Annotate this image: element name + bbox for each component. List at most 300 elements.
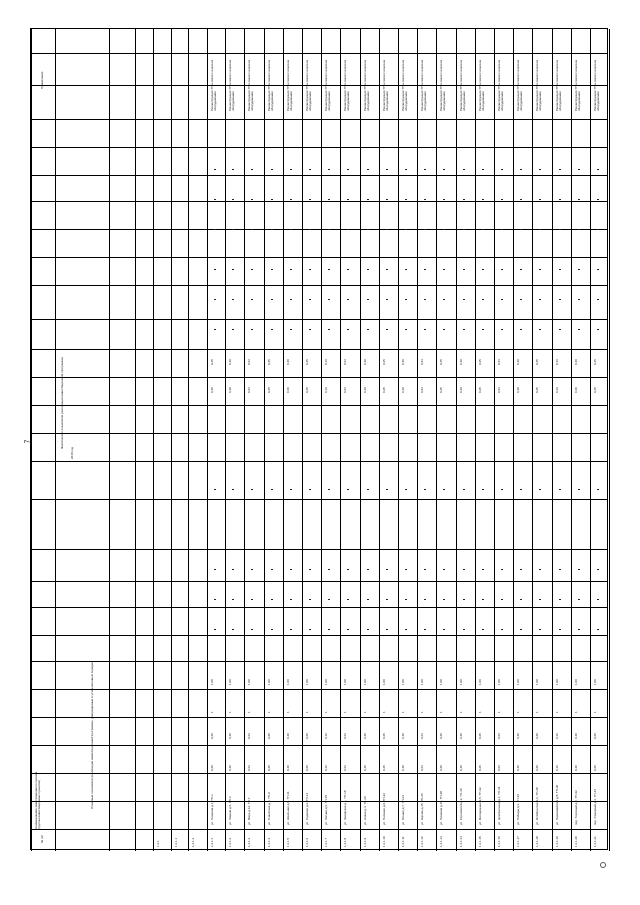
- empty-cell-mark: [251, 599, 253, 600]
- empty-cell-mark: [578, 169, 580, 170]
- row-value: 0,16: [324, 733, 328, 739]
- row-value: 1,00: [401, 679, 405, 685]
- empty-cell-mark: [463, 229, 465, 230]
- empty-cell-mark: [405, 599, 407, 600]
- empty-cell-mark: [271, 299, 273, 300]
- empty-cell-mark: [539, 299, 541, 300]
- row-value: 0,63: [420, 733, 424, 739]
- empty-cell-mark: [539, 229, 541, 230]
- empty-cell-mark: [501, 599, 503, 600]
- row-value: 1,00: [286, 679, 290, 685]
- table-row-divider: [55, 29, 56, 851]
- row-value: 1: [420, 711, 424, 713]
- empty-cell-mark: [386, 489, 388, 490]
- row-value: 1: [324, 711, 328, 713]
- row-number: 1.2.1.14: [459, 836, 463, 847]
- empty-cell-mark: [251, 569, 253, 570]
- empty-cell-mark: [443, 229, 445, 230]
- empty-cell-mark: [520, 599, 522, 600]
- row-value: 0,25: [210, 359, 214, 365]
- row-value: 0,63: [247, 359, 251, 365]
- row-value: 0,63: [343, 387, 347, 393]
- empty-cell-mark: [367, 269, 369, 270]
- empty-cell-mark: [482, 229, 484, 230]
- row-name: ул. Ленина д.5, ТП-3: [228, 796, 232, 825]
- table-row-divider: [590, 29, 591, 851]
- row-number: 1.2.1.5: [286, 837, 290, 847]
- empty-cell-mark: [501, 169, 503, 170]
- row-value: 1: [382, 711, 386, 713]
- empty-cell-mark: [424, 629, 426, 630]
- row-value: 0,25: [210, 387, 214, 393]
- empty-cell-mark: [367, 169, 369, 170]
- row-value: 0,25: [382, 359, 386, 365]
- row-value: 0,25: [267, 359, 271, 365]
- empty-cell-mark: [539, 569, 541, 570]
- row-number: 1.2.1.17: [516, 836, 520, 847]
- row-name: ул. Первомайская д.8, ТП-40: [555, 784, 559, 825]
- row-value: 0,16: [555, 359, 559, 365]
- empty-cell-mark: [424, 489, 426, 490]
- row-value: 1: [247, 711, 251, 713]
- empty-cell-mark: [290, 599, 292, 600]
- empty-cell-mark: [597, 569, 599, 570]
- row-note: Реконструкция ТП в связи с износом оборудования: [593, 59, 601, 111]
- row-name: ул. Заводская д.1, ТП-18: [343, 790, 347, 825]
- table-row-divider: [475, 29, 476, 851]
- row-note: Реконструкция ТП в связи с износом оборудования: [305, 59, 313, 111]
- empty-cell-mark: [214, 229, 216, 230]
- empty-cell-mark: [386, 199, 388, 200]
- empty-cell-mark: [597, 199, 599, 200]
- empty-cell-mark: [271, 599, 273, 600]
- table-column-divider: [31, 801, 607, 802]
- row-name: ул. Центральная д.1, ТП-34: [497, 786, 501, 825]
- empty-cell-mark: [328, 229, 330, 230]
- row-note: Реконструкция ТП в связи с износом оборудования: [247, 59, 255, 111]
- empty-cell-mark: [578, 269, 580, 270]
- empty-cell-mark: [424, 229, 426, 230]
- empty-cell-mark: [232, 569, 234, 570]
- row-value: 0,63: [247, 765, 251, 771]
- empty-cell-mark: [251, 269, 253, 270]
- table-column-divider: [31, 549, 607, 550]
- empty-cell-mark: [386, 599, 388, 600]
- table-column-divider: [31, 581, 607, 582]
- table-column-divider: [31, 461, 607, 462]
- row-value: 1,00: [555, 679, 559, 685]
- empty-cell-mark: [539, 269, 541, 270]
- empty-cell-mark: [520, 329, 522, 330]
- table-row-divider: [398, 29, 399, 851]
- row-value: 0,40: [286, 765, 290, 771]
- row-value: 1,00: [420, 679, 424, 685]
- empty-cell-mark: [214, 269, 216, 270]
- row-number: 1.2.1.18: [535, 836, 539, 847]
- row-value: 1,00: [305, 679, 309, 685]
- empty-cell-mark: [482, 299, 484, 300]
- row-value: 1,00: [439, 679, 443, 685]
- empty-cell-mark: [501, 569, 503, 570]
- row-value: 1: [516, 711, 520, 713]
- group-number: 1.2.1.2: [191, 837, 195, 847]
- empty-cell-mark: [290, 489, 292, 490]
- row-value: 0,40: [363, 765, 367, 771]
- empty-cell-mark: [251, 629, 253, 630]
- row-name: пер. Торговый д.2, ТП-42: [574, 790, 578, 825]
- empty-cell-mark: [328, 299, 330, 300]
- table-row-divider: [552, 29, 553, 851]
- row-value: 0,40: [286, 733, 290, 739]
- empty-cell-mark: [578, 629, 580, 630]
- empty-cell-mark: [232, 299, 234, 300]
- empty-cell-mark: [539, 199, 541, 200]
- empty-cell-mark: [559, 489, 561, 490]
- empty-cell-mark: [309, 489, 311, 490]
- empty-cell-mark: [214, 569, 216, 570]
- table-row-divider: [135, 29, 136, 851]
- empty-cell-mark: [232, 229, 234, 230]
- row-value: 1: [228, 711, 232, 713]
- empty-cell-mark: [482, 269, 484, 270]
- row-value: 1,00: [478, 679, 482, 685]
- row-value: 0,63: [497, 765, 501, 771]
- row-value: 0,25: [593, 765, 597, 771]
- row-value: 1,00: [459, 679, 463, 685]
- empty-cell-mark: [386, 629, 388, 630]
- empty-cell-mark: [347, 599, 349, 600]
- empty-cell-mark: [367, 299, 369, 300]
- row-number: 1.2.1.2: [228, 837, 232, 847]
- empty-cell-mark: [309, 169, 311, 170]
- table-row-divider: [244, 29, 245, 851]
- empty-cell-mark: [520, 169, 522, 170]
- table-column-divider: [31, 405, 607, 406]
- empty-cell-mark: [559, 329, 561, 330]
- table-column-divider: [31, 119, 607, 120]
- empty-cell-mark: [271, 629, 273, 630]
- empty-cell-mark: [309, 599, 311, 600]
- empty-cell-mark: [520, 629, 522, 630]
- table-row-divider: [321, 29, 322, 851]
- table-column-divider: [31, 773, 607, 774]
- table-column-divider: [31, 285, 607, 286]
- empty-cell-mark: [328, 269, 330, 270]
- row-value: 0,25: [210, 733, 214, 739]
- row-value: 0,40: [459, 765, 463, 771]
- empty-cell-mark: [271, 329, 273, 330]
- row-value: 0,40: [228, 765, 232, 771]
- row-value: 0,25: [305, 765, 309, 771]
- row-value: 1,00: [382, 679, 386, 685]
- row-note: Реконструкция ТП в связи с износом оборудования: [343, 59, 351, 111]
- empty-cell-mark: [405, 489, 407, 490]
- row-value: 1,00: [516, 679, 520, 685]
- row-note: Реконструкция ТП в связи с износом оборудования: [363, 59, 371, 111]
- empty-cell-mark: [559, 599, 561, 600]
- empty-cell-mark: [559, 299, 561, 300]
- empty-cell-mark: [271, 229, 273, 230]
- row-value: 1: [478, 711, 482, 713]
- row-value: 0,25: [439, 765, 443, 771]
- empty-cell-mark: [290, 329, 292, 330]
- empty-cell-mark: [271, 199, 273, 200]
- row-value: 0,40: [228, 359, 232, 365]
- empty-cell-mark: [578, 229, 580, 230]
- table-row-divider: [153, 29, 154, 851]
- row-value: 0,25: [305, 733, 309, 739]
- row-value: 1,00: [593, 679, 597, 685]
- row-value: 0,40: [228, 733, 232, 739]
- empty-cell-mark: [501, 269, 503, 270]
- row-value: 1,00: [497, 679, 501, 685]
- empty-cell-mark: [501, 489, 503, 490]
- empty-cell-mark: [482, 329, 484, 330]
- empty-cell-mark: [405, 629, 407, 630]
- row-value: 1: [286, 711, 290, 713]
- table-row-divider: [283, 29, 284, 851]
- row-value: 0,25: [593, 359, 597, 365]
- table-column-divider: [31, 349, 607, 350]
- empty-cell-mark: [251, 299, 253, 300]
- table-column-divider: [31, 499, 607, 500]
- empty-cell-mark: [539, 599, 541, 600]
- table-row-divider: [225, 29, 226, 851]
- row-value: 0,63: [420, 387, 424, 393]
- row-value: 0,40: [401, 359, 405, 365]
- empty-cell-mark: [214, 489, 216, 490]
- header-number: № п/п: [40, 834, 44, 843]
- page-number: 7: [24, 439, 32, 444]
- table-column-divider: [31, 607, 607, 608]
- empty-cell-mark: [328, 199, 330, 200]
- table-row-divider: [207, 29, 208, 851]
- row-name: ул. Лесная д.6, ТП-15: [324, 794, 328, 825]
- row-value: 0,40: [363, 387, 367, 393]
- empty-cell-mark: [347, 199, 349, 200]
- empty-cell-mark: [443, 329, 445, 330]
- empty-cell-mark: [405, 199, 407, 200]
- empty-cell-mark: [424, 569, 426, 570]
- row-number: 1.2.1.1: [210, 837, 214, 847]
- row-value: 0,25: [305, 359, 309, 365]
- empty-cell-mark: [578, 599, 580, 600]
- table-row-divider: [513, 29, 514, 851]
- table-column-divider: [31, 829, 607, 830]
- row-value: 0,25: [210, 765, 214, 771]
- row-value: 0,40: [574, 733, 578, 739]
- table-row-divider: [494, 29, 495, 851]
- empty-cell-mark: [463, 169, 465, 170]
- row-value: 0,16: [555, 765, 559, 771]
- row-value: 0,63: [497, 359, 501, 365]
- empty-cell-mark: [443, 629, 445, 630]
- table-column-divider: [31, 257, 607, 258]
- empty-cell-mark: [501, 629, 503, 630]
- row-number: 1.2.1.19: [555, 836, 559, 847]
- row-value: 0,25: [439, 387, 443, 393]
- table-row-divider: [360, 29, 361, 851]
- empty-cell-mark: [424, 169, 426, 170]
- row-value: 0,40: [363, 733, 367, 739]
- empty-cell-mark: [539, 489, 541, 490]
- empty-cell-mark: [367, 489, 369, 490]
- row-name: ул. Новая д.4, ТП-20: [363, 796, 367, 825]
- table-row-divider: [188, 29, 189, 851]
- empty-cell-mark: [501, 329, 503, 330]
- empty-cell-mark: [251, 489, 253, 490]
- empty-cell-mark: [347, 489, 349, 490]
- empty-cell-mark: [539, 169, 541, 170]
- row-value: 1,00: [210, 679, 214, 685]
- empty-cell-mark: [559, 229, 561, 230]
- empty-cell-mark: [309, 329, 311, 330]
- table-row-divider: [609, 29, 610, 851]
- row-value: 0,40: [459, 359, 463, 365]
- row-value: 0,63: [247, 387, 251, 393]
- row-value: 1,00: [535, 679, 539, 685]
- empty-cell-mark: [232, 489, 234, 490]
- empty-cell-mark: [328, 329, 330, 330]
- empty-cell-mark: [271, 569, 273, 570]
- row-value: 0,40: [516, 733, 520, 739]
- row-name: ул. Гагарина д.1, ТП-1: [210, 794, 214, 825]
- group-number: 1.2.1: [156, 840, 160, 847]
- empty-cell-mark: [232, 329, 234, 330]
- empty-cell-mark: [520, 199, 522, 200]
- table-row-divider: [264, 29, 265, 851]
- row-note: Реконструкция ТП в связи с износом оборудования: [382, 59, 390, 111]
- row-name: ул. Молодежная д.5, ТП-32: [478, 787, 482, 825]
- empty-cell-mark: [347, 269, 349, 270]
- empty-cell-mark: [482, 489, 484, 490]
- row-value: 0,25: [267, 387, 271, 393]
- table-row-divider: [109, 29, 110, 851]
- empty-cell-mark: [443, 489, 445, 490]
- empty-cell-mark: [232, 199, 234, 200]
- row-value: 0,40: [459, 733, 463, 739]
- row-value: 0,63: [343, 765, 347, 771]
- table-row-divider: [340, 29, 341, 851]
- row-note: Реконструкция ТП в связи с износом оборудования: [286, 59, 294, 111]
- row-note: Реконструкция ТП в связи с износом оборудования: [574, 59, 582, 111]
- empty-cell-mark: [232, 269, 234, 270]
- table-column-divider: [31, 717, 607, 718]
- empty-cell-mark: [597, 629, 599, 630]
- empty-cell-mark: [251, 229, 253, 230]
- row-number: 1.2.1.8: [343, 837, 347, 847]
- empty-cell-mark: [463, 599, 465, 600]
- row-number: 1.2.1.13: [439, 836, 443, 847]
- empty-cell-mark: [347, 329, 349, 330]
- empty-cell-mark: [424, 299, 426, 300]
- row-note: Реконструкция ТП в связи с износом оборудования: [535, 59, 543, 111]
- row-value: 0,40: [459, 387, 463, 393]
- row-name: ул. Кирова д.15, ТП-26: [420, 793, 424, 825]
- row-name: ул. Советская д.3, ТП-9: [267, 792, 271, 825]
- empty-cell-mark: [597, 229, 599, 230]
- empty-cell-mark: [443, 299, 445, 300]
- row-value: 0,16: [324, 387, 328, 393]
- empty-cell-mark: [559, 269, 561, 270]
- empty-cell-mark: [597, 489, 599, 490]
- row-value: 1: [459, 711, 463, 713]
- row-number: 1.2.1.10: [382, 836, 386, 847]
- row-number: 1.2.1.3: [247, 837, 251, 847]
- empty-cell-mark: [482, 599, 484, 600]
- row-value: 1,00: [247, 679, 251, 685]
- empty-cell-mark: [271, 489, 273, 490]
- header-name: Наименование инвестиционного проекта (группы инвестиционных проектов): [34, 771, 42, 829]
- row-value: 0,40: [286, 359, 290, 365]
- row-value: 0,40: [574, 765, 578, 771]
- row-value: 0,25: [593, 733, 597, 739]
- empty-cell-mark: [424, 329, 426, 330]
- empty-cell-mark: [328, 569, 330, 570]
- empty-cell-mark: [501, 229, 503, 230]
- row-value: 0,25: [535, 387, 539, 393]
- row-name: ул. Мира д.12, ТП-7: [247, 797, 251, 825]
- row-value: 0,25: [478, 733, 482, 739]
- empty-cell-mark: [309, 199, 311, 200]
- row-value: 0,63: [497, 387, 501, 393]
- empty-cell-mark: [251, 199, 253, 200]
- row-value: 0,25: [478, 359, 482, 365]
- empty-cell-mark: [290, 569, 292, 570]
- row-value: 0,40: [516, 359, 520, 365]
- investment-table: [30, 28, 608, 850]
- table-column-divider: [31, 201, 607, 202]
- empty-cell-mark: [309, 299, 311, 300]
- row-value: 0,16: [324, 359, 328, 365]
- row-value: 0,63: [247, 733, 251, 739]
- empty-cell-mark: [463, 629, 465, 630]
- row-number: 1.2.1.21: [593, 836, 597, 847]
- row-value: 1: [593, 711, 597, 713]
- row-value: 1,00: [324, 679, 328, 685]
- row-note: Реконструкция ТП в связи с износом оборудования: [459, 59, 467, 111]
- table-column-divider: [31, 433, 607, 434]
- row-note: Реконструкция ТП в связи с износом оборудования: [497, 59, 505, 111]
- row-value: 1: [555, 711, 559, 713]
- empty-cell-mark: [232, 599, 234, 600]
- empty-cell-mark: [232, 169, 234, 170]
- header-year: 2018 год: [70, 447, 74, 459]
- empty-cell-mark: [367, 569, 369, 570]
- table-column-divider: [31, 661, 607, 662]
- row-value: 0,40: [401, 733, 405, 739]
- empty-cell-mark: [386, 169, 388, 170]
- row-value: 0,40: [401, 765, 405, 771]
- table-column-divider: [31, 689, 607, 690]
- empty-cell-mark: [501, 199, 503, 200]
- empty-cell-mark: [597, 299, 599, 300]
- empty-cell-mark: [290, 199, 292, 200]
- table-column-divider: [31, 53, 607, 54]
- empty-cell-mark: [214, 299, 216, 300]
- table-row-divider: [302, 29, 303, 851]
- empty-cell-mark: [309, 629, 311, 630]
- empty-cell-mark: [214, 599, 216, 600]
- empty-cell-mark: [367, 229, 369, 230]
- empty-cell-mark: [367, 599, 369, 600]
- empty-cell-mark: [424, 269, 426, 270]
- row-value: 1: [401, 711, 405, 713]
- row-name: ул. Полевая д.9, ТП-22: [382, 793, 386, 825]
- row-name: пер. Северный д.4, ТП-44: [593, 789, 597, 825]
- row-value: 1,00: [574, 679, 578, 685]
- row-note: Реконструкция ТП в связи с износом оборудования: [401, 59, 409, 111]
